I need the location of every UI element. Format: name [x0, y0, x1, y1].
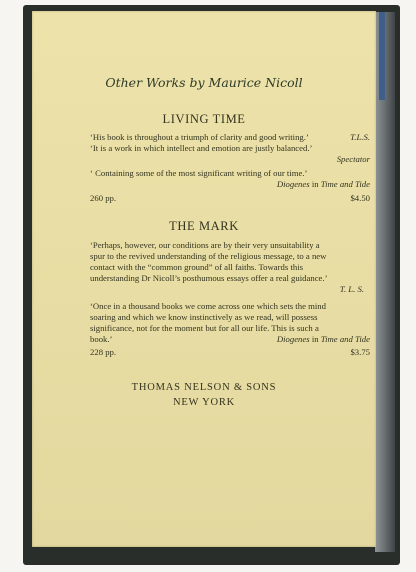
- publisher-name: THOMAS NELSON & SONS: [131, 382, 277, 393]
- spine-color-strip: [379, 12, 385, 100]
- review-text: book.’: [90, 334, 113, 344]
- dust-jacket-back-cover: [32, 11, 376, 547]
- book-spine: [375, 12, 395, 552]
- price: $4.50: [350, 193, 370, 203]
- source-publication: Time and Tide: [320, 334, 370, 344]
- source-name: Diogenes: [276, 179, 310, 189]
- review-line: ‘It is a work in which intellect and emotion are justly balanced.’: [90, 143, 313, 153]
- review-line: ‘ Containing some of the most significant writing of our time.’: [90, 168, 308, 178]
- review-source: Spectator: [336, 154, 370, 164]
- review-line: ‘Once in a thousand books we come across one which sets the mind: [90, 301, 326, 311]
- review-source: [277, 334, 370, 345]
- review-line: spur to the revived understanding of the religious message, to a new: [90, 251, 327, 261]
- source-name: Diogenes: [276, 334, 310, 344]
- book-title-living-time: LIVING TIME: [162, 112, 246, 126]
- book-meta-row: [90, 347, 370, 358]
- review-line: contact with the “common ground” of all faiths. Towards this: [90, 262, 303, 272]
- page-heading: Other Works by Maurice Nicoll: [105, 75, 303, 90]
- source-joiner: in: [309, 179, 321, 189]
- price: $3.75: [350, 347, 370, 357]
- review-line: significance, not for the moment but for all our life. This is such a: [90, 323, 319, 333]
- review-line: soaring and which we know instinctively as we read, will possess: [90, 312, 318, 322]
- publisher-city: NEW YORK: [172, 397, 236, 408]
- page-count: 228 pp.: [90, 347, 117, 357]
- review-source: T. L. S.: [339, 284, 364, 294]
- book-title-the-mark: THE MARK: [169, 219, 239, 233]
- source-publication: Time and Tide: [320, 179, 370, 189]
- book-meta-row: [90, 193, 370, 204]
- review-source: [90, 179, 370, 190]
- source-joiner: in: [309, 334, 321, 344]
- review-line: [90, 334, 370, 345]
- review-line: ‘Perhaps, however, our conditions are by their very unsuitability a: [90, 240, 320, 250]
- review-line: understanding Dr Nicoll’s posthumous essays offer a real guidance.’: [90, 273, 328, 283]
- review-line: [90, 132, 370, 143]
- review-source: T.L.S.: [350, 132, 370, 142]
- review-text: ‘His book is throughout a triumph of clarity and good writing.’: [90, 132, 309, 142]
- page-count: 260 pp.: [90, 193, 117, 203]
